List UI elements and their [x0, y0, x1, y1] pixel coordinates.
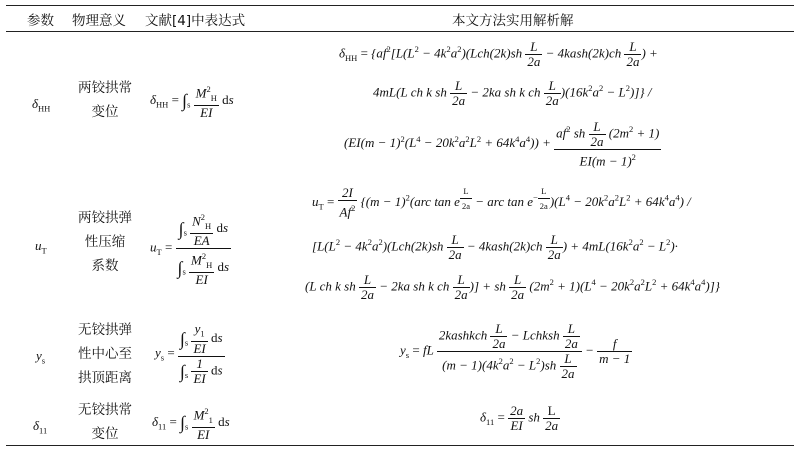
- row1-solution-line1: $\delta_{HH} = \{af^2[L(L^2 - 4k^2a^2)(Lch(2k)sh$ $\frac{L}{2a}$ − 4kash(2k)ch $\frac{L}{2a}$ ) +: [339, 39, 658, 69]
- row2-reference-formula: $u_T$ = $\int_s$ $\frac{N^2_H}{EA}$ ds $\int_s$ $\frac{M^2_H}{EI}$ ds: [150, 212, 230, 287]
- row1-param: $\delta_{HH}$: [32, 96, 51, 114]
- row2-solution-line1: $u_T$ = $\frac{2I}{Af^2}$ {$(m - 1)^2(arc$ tan e $^{\frac{L}{2a}}$ − arc $\tan e^{- \frac{L}{2a}}$ )$(L^4 - 20k^2a^2L^2 + 64k^4a^4)$ /: [312, 185, 691, 220]
- header-bottom-rule: [6, 31, 794, 32]
- row1-solution-line3: $(EI(m - 1)^2(L^4 - 20k^2a^2L^2 + 64k^4a^4))$ + $af^2$ sh $\frac{L}{2a}$ $(2m^2 + 1)$ $EI(m - 1)^2$: [344, 119, 660, 169]
- row4-reference-formula: $\delta_{11} = \int_s$ $\frac{M^2_1}{EI}$ ds: [152, 406, 230, 442]
- row2-solution-line3: (L ch k sh $\frac{L}{2a}$ − 2ka sh k ch $\frac{L}{2a}$ )] + sh $\frac{L}{2a}$ $(2m^2 + 1)(L^4 - 20k^2a^2L^2 + 64k^4a^4)$]}: [305, 272, 720, 302]
- row4-meaning: 无铰拱常 变位: [78, 402, 132, 442]
- row3-meaning: 无铰拱弹 性中心至 拱顶距离: [78, 322, 132, 386]
- table-top-rule: [6, 5, 794, 6]
- header-solution: 本文方法实用解析解: [452, 13, 574, 29]
- row3-param: $y_s$: [36, 348, 46, 366]
- header-reference: 文献[4]中表达式: [145, 13, 246, 29]
- row1-reference-formula: $\delta_{HH} = \int_s$ $\frac{M^2_H}{EI}$ ds: [150, 84, 234, 120]
- header-param: 参数: [27, 13, 54, 29]
- row2-param: $u_T$: [35, 238, 47, 256]
- row4-solution-line: $\delta_{11}$ = $\frac{2a}{EI}$ sh $\frac{L}{2a}$: [480, 403, 559, 433]
- row2-solution-line2: [$L(L^2 - 4k^2a^2)(Lch(2k)sh$ $\frac{L}{2a}$ − 4kash(2k)ch $\frac{L}{2a}$ ) + $4mL(16k^2a^2 - L^2)\cdot$: [312, 232, 678, 262]
- row3-solution-line: $y_s$ = fL 2kashkch $\frac{L}{2a}$ − Lchksh $\frac{L}{2a}$ $(m - 1)(4k^2a^2 - L^2)sh$ $\frac{L}{2a}$ − $\frac{f}{m - 1}$: [400, 321, 631, 381]
- row2-meaning: 两铰拱弹 性压缩 系数: [78, 210, 132, 274]
- row1-meaning: 两铰拱常 变位: [78, 80, 132, 120]
- row4-param: $\delta_{11}$: [33, 418, 48, 436]
- row3-reference-formula: $y_s$ = $\int_s$ $\frac{y_1}{EI}$ ds $\int_s$ $\frac{1}{EI}$ ds: [155, 321, 223, 386]
- header-meaning: 物理意义: [72, 13, 126, 29]
- row1-solution-line2: 4mL(L ch k sh $\frac{L}{2a}$ − 2ka sh k ch $\frac{L}{2a}$ )$(16k^2a^2 - L^2)$]} /: [373, 78, 652, 108]
